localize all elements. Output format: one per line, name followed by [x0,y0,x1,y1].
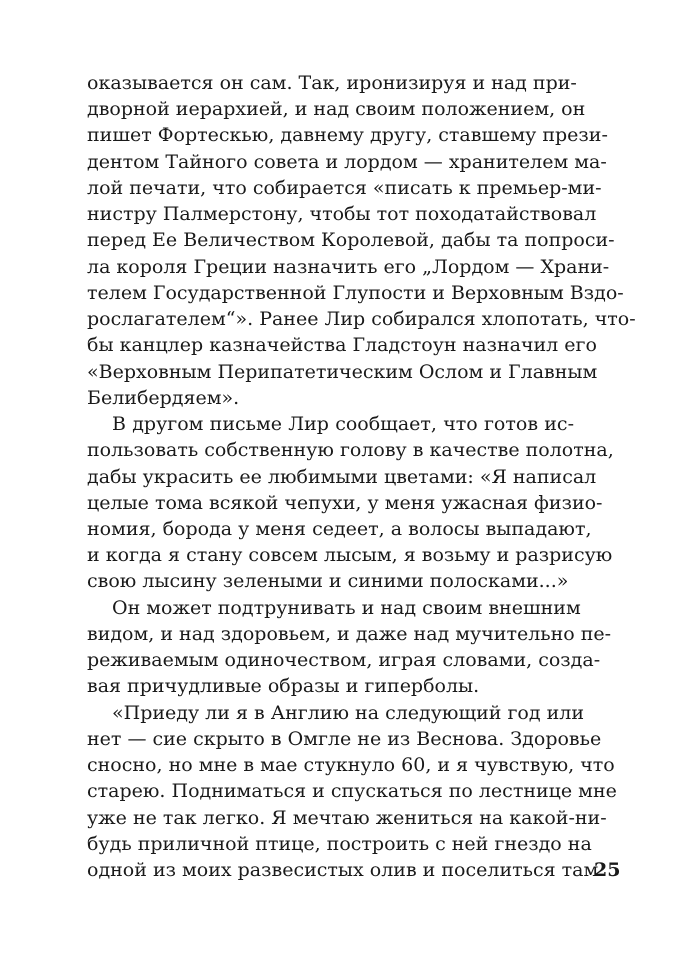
text-line: свою лысину зелеными и синими полосками...» [87,570,569,592]
text-line: нет — сие скрыто в Омгле не из Веснова. Здоровье [87,728,602,750]
text-line: видом, и над здоровьем, и даже над мучительно пе- [87,623,612,645]
text-line: дворной иерархией, и над своим положением, он [87,98,586,120]
text-line: «Верховным Перипатетическим Ослом и Главным [87,361,598,383]
text-line: оказывается он сам. Так, иронизируя и над при- [87,72,577,94]
text-line: «Приеду ли я в Англию на следующий год или [112,702,585,724]
text-line: одной из моих развесистых олив и поселиться там [87,859,599,881]
text-line: будь приличной птице, построить с ней гнездо на [87,833,592,855]
text-line: Белибердяем». [87,387,240,409]
text-line: перед Ее Величеством Королевой, дабы та попроси- [87,229,615,251]
text-line: пишет Фортескью, давнему другу, ставшему прези- [87,124,608,146]
text-line: Он может подтрунивать и над своим внешним [112,597,581,619]
text-line: дабы украсить ее любимыми цветами: «Я написал [87,466,597,488]
text-line: вая причудливые образы и гиперболы. [87,675,480,697]
text-line: рослагателем“». Ранее Лир собирался хлопотать, что- [87,308,636,330]
page-number: 25 [594,859,621,881]
text-line: дентом Тайного совета и лордом — хранителем ма- [87,151,607,173]
text-line: лой печати, что собирается «писать к премьер-ми- [87,177,602,199]
text-line: целые тома всякой чепухи, у меня ужасная физио- [87,492,603,514]
text-line: уже не так легко. Я мечтаю жениться на какой-ни- [87,807,607,829]
text-line: нистру Палмерстону, чтобы тот походатайствовал [87,203,597,225]
text-line: В другом письме Лир сообщает, что готов ис- [112,413,574,435]
text-line: бы канцлер казначейства Гладстоун назначил его [87,334,597,356]
text-line: старею. Подниматься и спускаться по лестнице мне [87,780,617,802]
text-line: ла короля Греции назначить его „Лордом — Храни- [87,256,610,278]
text-line: и когда я стану совсем лысым, я возьму и разрисую [87,544,613,566]
text-line: реживаемым одиночеством, играя словами, созда- [87,649,601,671]
text-line: номия, борода у меня седеет, а волосы выпадают, [87,518,592,540]
text-line: телем Государственной Глупости и Верховным Вздо- [87,282,624,304]
text-line: пользовать собственную голову в качестве полотна, [87,439,614,461]
text-line: сносно, но мне в мае стукнуло 60, и я чувствую, что [87,754,615,776]
